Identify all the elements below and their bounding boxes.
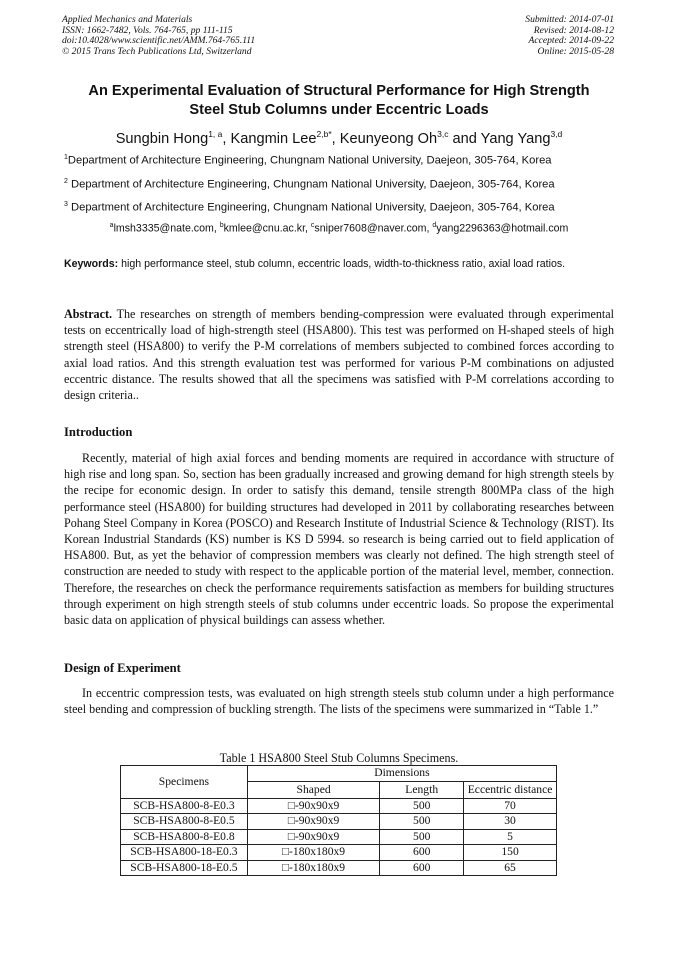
- intro-paragraph: Recently, material of high axial forces and bending moments are required in accordance with structure of high rise and long span. So, section has been gradually increased and growing demand for high strength steels by the recipe for economic design. In order to satisfy this demand, tensile strength 800MPa class of the high performance steel (HSA800) for building structures had developed in 2011 by collaborating researches between Pohang Steel Company in Korea (POSCO) and Research Institute of Industrial Science & Technology (RIST). Its Korean Industrial Standards (KS) number is KS D 5994. so research is being carried out to field application of HSA800. But, as yet the behavior of compression members was clearly not defined. The high strength steel of construction are needed to study with respect to the applicable portion of the material level, member, connection. Therefore, the researches on check the performance requirements satisfaction as members for building structures through experiment on high strength steels of stub columns under eccentric loads. So propose the experimental basic data on application of physical buildings can assess whether.: [64, 451, 614, 628]
- author-emails: [64, 222, 614, 235]
- cell-shaped: □-90x90x9: [247, 814, 379, 830]
- affiliation-1: [64, 154, 552, 167]
- author-name: Kangmin Lee: [230, 130, 317, 147]
- issn: ISSN: 1662-7482, Vols. 764-765, pp 111-115: [62, 24, 233, 36]
- email-sup: b: [219, 222, 224, 229]
- submitted-date: Submitted: 2014-07-01: [525, 14, 614, 25]
- author-sep: and: [448, 130, 481, 147]
- email-link[interactable]: sniper7608@naver.com,: [314, 222, 433, 235]
- affiliation-2: [64, 178, 555, 191]
- cell-eccentric: 5: [464, 829, 557, 845]
- abstract-text: The researches on strength of members bending-compression were evaluated through experimental tests on eccentrically load of high-strength steel (HSA800). This test was performed on H-shaped steels of high strength steel (HSA800) to verify the P-M correlations of members subjected to combined forces according to axial load ratios. And this strength evaluation test was performed for various P-M combinations on adjusted eccentric distance. The results showed that all the specimens was satisfied with P-M correlations according to design criteria..: [64, 307, 614, 403]
- cell-length: 500: [380, 798, 464, 814]
- copyright: © 2015 Trans Tech Publications Ltd, Switzerland: [62, 45, 252, 57]
- cell-eccentric: 30: [464, 814, 557, 830]
- affiliation-num: 2: [64, 178, 68, 185]
- author-sup: 2,b*: [316, 129, 332, 139]
- email-sup: c: [310, 222, 315, 229]
- cell-eccentric: 150: [464, 845, 557, 861]
- table-row: [121, 829, 557, 845]
- cell-specimen: SCB-HSA800-18-E0.3: [121, 845, 248, 861]
- author-sup: 3,d: [550, 129, 563, 139]
- keywords-text: high performance steel, stub column, eccentric loads, width-to-thickness ratio, axial load ratios.: [118, 258, 566, 270]
- cell-specimen: SCB-HSA800-8-E0.5: [121, 814, 248, 830]
- col-header-length: Length: [380, 781, 464, 798]
- keywords: [64, 257, 614, 271]
- table-row: [121, 860, 557, 876]
- col-header-shaped: Shaped: [247, 781, 379, 798]
- affiliation-3: [64, 201, 555, 214]
- specimens-table: [120, 765, 557, 876]
- col-header-specimens: Specimens: [121, 766, 248, 799]
- abstract-label: Abstract.: [64, 307, 113, 321]
- email-link[interactable]: kmlee@cnu.ac.kr,: [223, 222, 311, 235]
- cell-length: 600: [380, 845, 464, 861]
- cell-shaped: □-90x90x9: [247, 829, 379, 845]
- submission-dates: [525, 15, 614, 57]
- online-date: Online: 2015-05-28: [537, 45, 614, 57]
- affiliation-text: Department of Architecture Engineering, Chungnam National University, Daejeon, 305-764, Korea: [67, 201, 555, 214]
- journal-name: Applied Mechanics and Materials: [62, 14, 193, 25]
- cell-length: 600: [380, 860, 464, 876]
- col-header-dimensions: Dimensions: [247, 766, 556, 782]
- author-sup: 3,c: [437, 129, 449, 139]
- affiliation-text: Department of Architecture Engineering, Chungnam National University, Daejeon, 305-764, Korea: [67, 154, 552, 167]
- cell-specimen: SCB-HSA800-8-E0.3: [121, 798, 248, 814]
- cell-shaped: □-180x180x9: [247, 860, 379, 876]
- affiliation-num: 1: [64, 154, 68, 161]
- revised-date: Revised: 2014-08-12: [533, 24, 614, 36]
- doi: doi:10.4028/www.scientific.net/AMM.764-765.111: [62, 35, 256, 47]
- author-name: Yang Yang: [480, 130, 551, 147]
- intro-heading: Introduction: [64, 425, 133, 439]
- design-paragraph: In eccentric compression tests, was evaluated on high strength steels stub column under a high performance steel bending and compression of buckling strength. The lists of the specimens were summarized in “Table 1.”: [64, 686, 614, 717]
- cell-length: 500: [380, 829, 464, 845]
- table-row: [121, 798, 557, 814]
- email-link[interactable]: lmsh3335@nate.com,: [113, 222, 220, 235]
- author-sep: ,: [331, 130, 340, 147]
- table-row: [121, 845, 557, 861]
- author-name: Sungbin Hong: [115, 130, 209, 147]
- author-sep: ,: [222, 130, 231, 147]
- cell-shaped: □-90x90x9: [247, 798, 379, 814]
- email-sup: a: [109, 222, 114, 229]
- table-caption: Table 1 HSA800 Steel Stub Columns Specimens.: [219, 751, 459, 765]
- cell-shaped: □-180x180x9: [247, 845, 379, 861]
- cell-length: 500: [380, 814, 464, 830]
- paper-title: [40, 82, 638, 120]
- title-line-2: Steel Stub Columns under Eccentric Loads: [189, 102, 489, 118]
- title-line-1: An Experimental Evaluation of Structural Performance for High Strength: [88, 83, 590, 99]
- design-heading: Design of Experiment: [64, 661, 181, 675]
- author-sup: 1, a: [208, 129, 223, 139]
- cell-eccentric: 65: [464, 860, 557, 876]
- affiliation-num: 3: [64, 201, 68, 208]
- cell-eccentric: 70: [464, 798, 557, 814]
- table-row: [121, 814, 557, 830]
- col-header-eccentric: Eccentric distance: [464, 781, 557, 798]
- author-list: [20, 129, 658, 147]
- author-name: Keunyeong Oh: [339, 130, 438, 147]
- abstract: [64, 306, 614, 403]
- accepted-date: Accepted: 2014-09-22: [528, 35, 614, 47]
- email-sup: d: [432, 222, 437, 229]
- cell-specimen: SCB-HSA800-8-E0.8: [121, 829, 248, 845]
- journal-info: [62, 15, 255, 57]
- cell-specimen: SCB-HSA800-18-E0.5: [121, 860, 248, 876]
- affiliation-text: Department of Architecture Engineering, Chungnam National University, Daejeon, 305-764, Korea: [67, 178, 555, 191]
- email-link[interactable]: yang2296363@hotmail.com: [436, 222, 569, 235]
- keywords-label: Keywords:: [64, 258, 119, 270]
